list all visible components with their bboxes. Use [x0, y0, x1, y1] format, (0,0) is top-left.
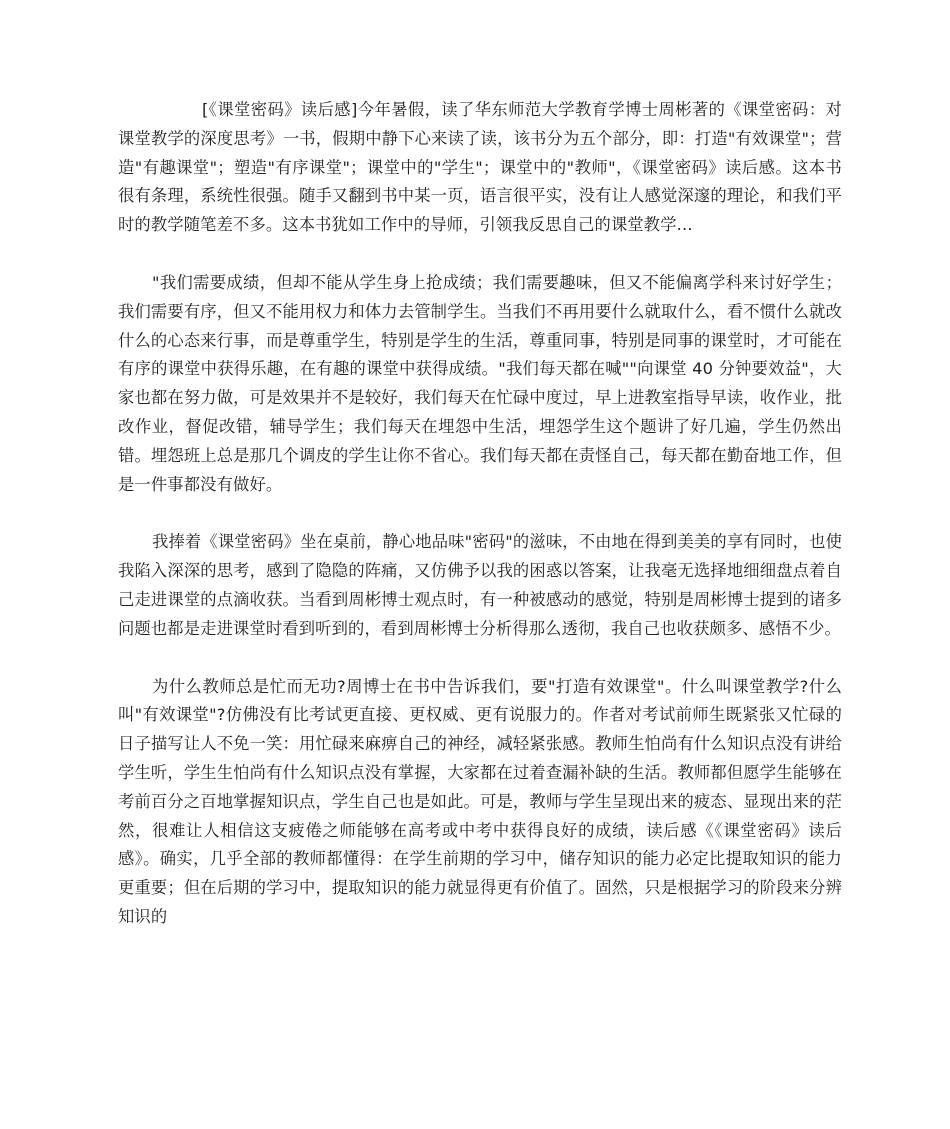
- paragraph-reflection: 我捧着《课堂密码》坐在桌前，静心地品味"密码"的滋味，不由地在得到美美的享有同时，也使我陷入深深的思考，感到了隐隐的阵痛，又仿佛予以我的困惑以答案，让我毫无选择地细细盘点着自己走进课堂的点滴收获。当看到周彬博士观点时，有一种被感动的感觉，特别是周彬博士提到的诸多问题也都是走进课堂时看到听到的，看到周彬博士分析得那么透彻，我自己也收获颇多、感悟不少。: [118, 532, 842, 638]
- paragraph-intro: [《课堂密码》读后感]今年暑假，读了华东师范大学教育学博士周彬著的《课堂密码：对课堂教学的深度思考》一书，假期中静下心来读了读，该书分为五个部分，即：打造"有效课堂"；营造"有趣课堂"；塑造"有序课堂"；课堂中的"学生"；课堂中的"教师"，《课堂密码》读后感。这本书很有条理，系统性很强。随手又翻到书中某一页，语言很平实，没有让人感觉深邃的理论，和我们平时的教学随笔差不多。这本书犹如工作中的导师，引领我反思自己的课堂教学...: [118, 100, 842, 235]
- document-page: [118, 96, 842, 961]
- paragraph-quote: "我们需要成绩，但却不能从学生身上抢成绩；我们需要趣味，但又不能偏离学科来讨好学生；我们需要有序，但又不能用权力和体力去管制学生。当我们不再用要什么就取什么，看不惯什么就改什么的心态来行事，而是尊重学生，特别是学生的生活，尊重同事，特别是同事的课堂时，才可能在有序的课堂中获得乐趣，在有趣的课堂中获得成绩。"我们每天都在喊""向课堂 40 分钟要效益"，大家也都在努力做，可是效果并不是较好，我们每天在忙碌中度过，早上进教室指导早读，收作业，批改作业，督促改错，辅导学生；我们每天在埋怨中生活，埋怨学生这个题讲了好几遍，学生仍然出错。埋怨班上总是那几个调皮的学生让你不省心。我们每天都在责怪自己，每天都在勤奋地工作，但是一件事都没有做好。: [118, 272, 842, 494]
- paragraph-effective-classroom: 为什么教师总是忙而无功?周博士在书中告诉我们，要"打造有效课堂"。什么叫课堂教学?什么叫"有效课堂"?仿佛没有比考试更直接、更权威、更有说服力的。作者对考试前师生既紧张又忙碌的日子描写让人不免一笑：用忙碌来麻痹自己的神经，减轻紧张感。教师生怕尚有什么知识点没有讲给学生听，学生生怕尚有什么知识点没有掌握，大家都在过着查漏补缺的生活。教师都但愿学生能够在考前百分之百地掌握知识点，学生自己也是如此。可是，教师与学生呈现出来的疲态、显现出来的茫然，很难让人相信这支疲倦之师能够在高考或中考中获得良好的成绩，读后感《《课堂密码》读后感》。确实，几乎全部的教师都懂得：在学生前期的学习中，储存知识的能力必定比提取知识的能力更重要；但在后期的学习中，提取知识的能力就显得更有价值了。固然，只是根据学习的阶段来分辨知识的: [118, 676, 842, 926]
